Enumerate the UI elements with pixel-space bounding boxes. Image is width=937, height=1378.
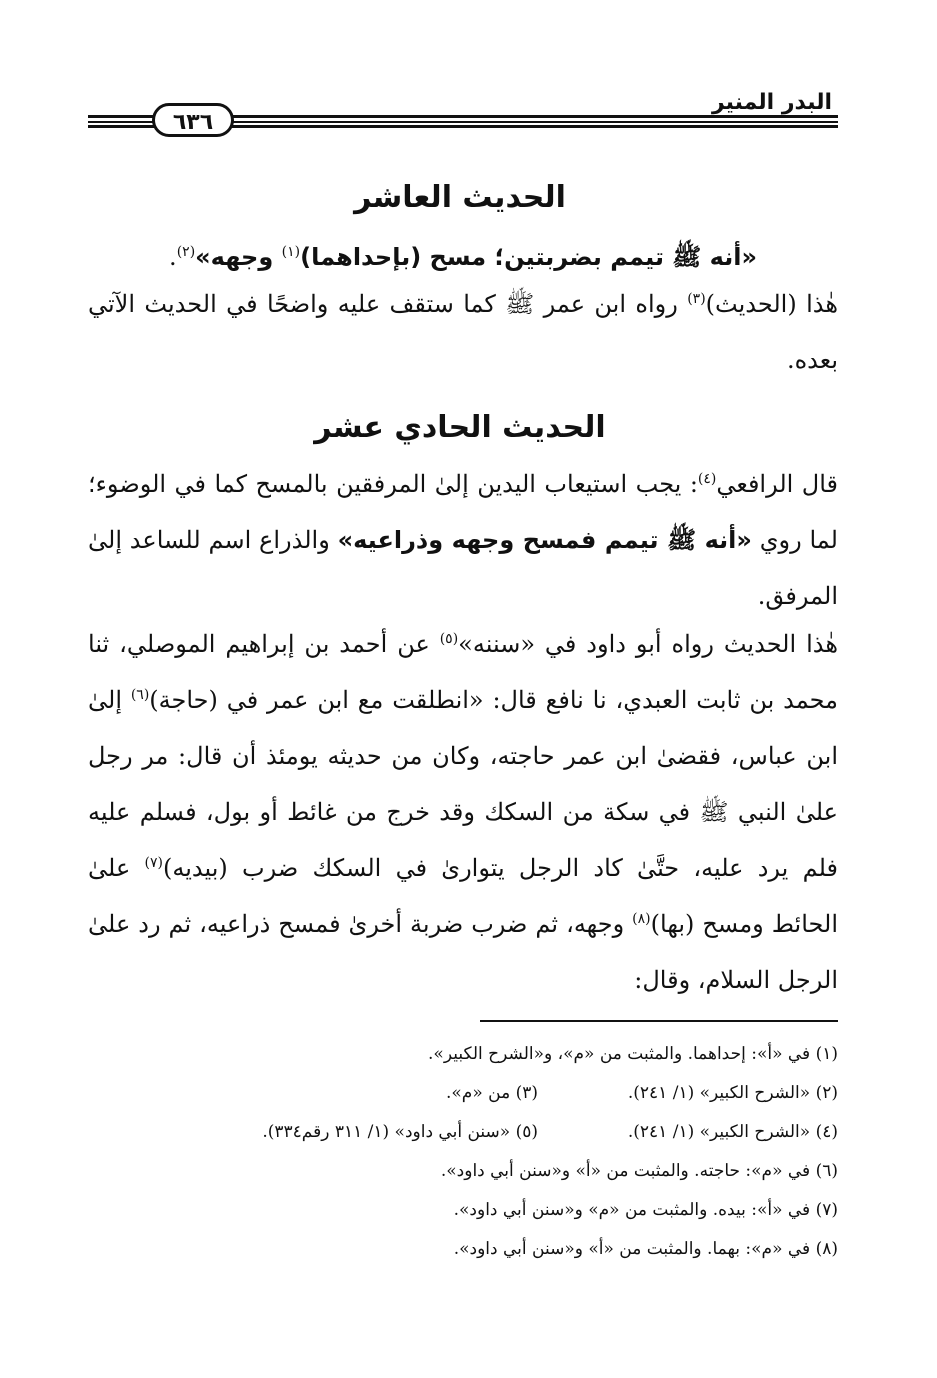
footnote-ref-8: (٨)	[632, 911, 651, 927]
running-header-title: البدر المنير	[711, 90, 832, 115]
p2-text-e: وجهه، ثم ضرب ضربة أخرىٰ فمسح ذراعيه، ثم رد علىٰ الرجل السلام، وقال:	[88, 910, 838, 994]
p2-text-c: إلىٰ ابن عباس، فقضىٰ ابن عمر حاجته، وكان من حديثه يومئذ أن قال: مر رجل علىٰ النبي ﷺ في سكة من السكك وقد خرج من غائط أو بول، فسلم عليه فلم يرد عليه، حتَّىٰ كاد الرجل يتوارىٰ في السكك ضرب (بيديه)	[88, 686, 838, 882]
footnotes	[78, 1035, 838, 1269]
footnote-5: (٥) «سنن أبي داود» (١/ ٣١١ رقم٣٣٤).	[262, 1122, 538, 1142]
footnote-7: (٧) في «أ»: بيده. والمثبت من «م» و«سنن أبي داود».	[453, 1200, 838, 1220]
footnote-ref-3: (٣)	[687, 291, 706, 307]
footnote-8: (٨) في «م»: بهما. والمثبت من «أ» و«سنن أبي داود».	[453, 1239, 838, 1259]
footnote-row	[78, 1230, 838, 1269]
footnote-2: (٢) «الشرح الكبير» (١/ ٢٤١).	[627, 1083, 838, 1103]
p1-quote: «أنه ﷺ تيمم فمسح وجهه وذراعيه»	[337, 526, 752, 554]
footnote-row	[78, 1152, 838, 1191]
footnote-row	[78, 1191, 838, 1230]
footnote-row	[78, 1035, 838, 1074]
p1-text-c: والذراع اسم للساعد إلىٰ المرفق.	[88, 526, 838, 610]
p2-text-d: علىٰ الحائط ومسح (بها)	[88, 854, 838, 938]
footnote-ref-5: (٥)	[439, 631, 459, 647]
matn-text-mid: وجهه»	[195, 243, 282, 271]
footnote-ref-2: (٢)	[176, 244, 196, 260]
hadith-10-commentary	[88, 276, 838, 388]
footnote-row	[78, 1113, 838, 1152]
footnote-1: (١) في «أ»: إحداهما. والمثبت من «م»، و«الشرح الكبير».	[428, 1044, 838, 1064]
footnote-row	[78, 1074, 838, 1113]
commentary-text-a: هٰذا (الحديث)	[705, 290, 839, 318]
footnote-separator	[480, 1020, 838, 1022]
footnote-ref-7: (٧)	[144, 855, 163, 871]
hadith-11-paragraph-1	[88, 456, 838, 624]
matn-text-end: .	[169, 243, 177, 271]
page-number: ٦٣٦	[152, 103, 234, 137]
footnote-ref-4: (٤)	[697, 471, 717, 487]
p1-text-a: قال الرافعي	[716, 470, 838, 498]
p2-text-a: هٰذا الحديث رواه أبو داود في «سننه»	[458, 630, 838, 658]
footnote-3: (٣) من «م».	[446, 1083, 538, 1103]
footnote-4: (٤) «الشرح الكبير» (١/ ٢٤١).	[627, 1122, 838, 1142]
commentary-text-b: رواه ابن عمر ﷺ كما ستقف عليه واضحًا في الحديث الآتي بعده.	[88, 290, 838, 374]
p2-text-b: عن أحمد بن إبراهيم الموصلي، ثنا محمد بن ثابت العبدي، نا نافع قال: «انطلقت مع ابن عمر في (حاجة)	[88, 630, 838, 714]
section-heading-hadith-10: الحديث العاشر	[354, 180, 566, 215]
footnote-ref-1: (١)	[281, 244, 301, 260]
matn-text: «أنه ﷺ تيمم بضربتين؛ مسح (بإحداهما)	[300, 243, 757, 271]
footnote-ref-6: (٦)	[130, 687, 150, 703]
section-heading-hadith-11: الحديث الحادي عشر	[314, 410, 606, 445]
p1-text-b: : يجب استيعاب اليدين إلىٰ المرفقين بالمسح كما في الوضوء؛ لما روي	[88, 470, 838, 554]
hadith-11-paragraph-2	[88, 616, 838, 1008]
footnote-6: (٦) في «م»: حاجته. والمثبت من «أ» و«سنن أبي داود».	[440, 1161, 838, 1181]
